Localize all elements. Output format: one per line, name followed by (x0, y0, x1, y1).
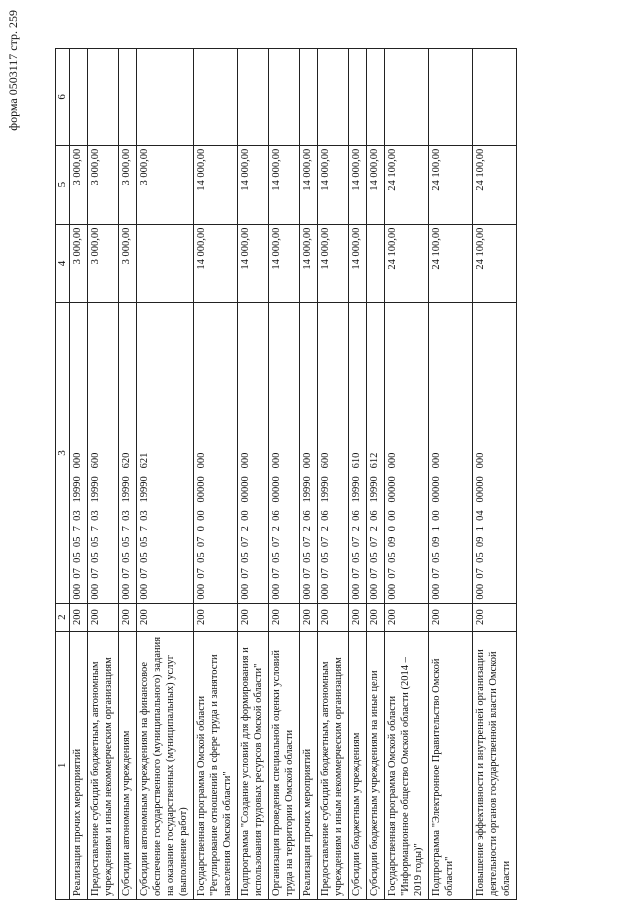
row-name-cell: Организация проведения специальной оценки условий труда на территории Омской области (269, 631, 300, 899)
row-executed-cell: 24 100,00 (429, 145, 473, 224)
row-name-cell: Предоставление субсидий бюджетным, автономным учреждениям и иным некоммерческим организациям (88, 631, 119, 899)
row-budget-code-cell: 000 07 05 09 0 00 00000 000 (385, 303, 429, 603)
table-row (70, 49, 88, 900)
row-name-cell: Субсидии бюджетным учреждениям (349, 631, 367, 899)
budget-table (55, 48, 517, 900)
table-row (238, 49, 269, 900)
row-approved-cell: 14 000,00 (269, 224, 300, 303)
row-budget-code-cell: 000 07 05 07 2 06 19990 600 (318, 303, 349, 603)
row-approved-cell: 14 000,00 (300, 224, 318, 303)
row-executed-cell: 3 000,00 (119, 145, 137, 224)
row-admin-code-cell: 200 (194, 603, 238, 631)
row-admin-code-cell: 200 (269, 603, 300, 631)
row-unexecuted-cell (367, 49, 385, 146)
header-col-5: 5 (56, 145, 70, 224)
row-unexecuted-cell (137, 49, 194, 146)
row-name-cell: Субсидии автономным учреждениям на финансовое обеспечение государственного (муниципального) задания на оказание государственных (муниципальных) услуг (выполнение работ) (137, 631, 194, 899)
row-admin-code-cell: 200 (300, 603, 318, 631)
row-executed-cell: 24 100,00 (473, 145, 517, 224)
row-executed-cell: 3 000,00 (137, 145, 194, 224)
row-executed-cell: 14 000,00 (367, 145, 385, 224)
row-admin-code-cell: 200 (119, 603, 137, 631)
row-unexecuted-cell (385, 49, 429, 146)
row-executed-cell: 14 000,00 (194, 145, 238, 224)
table-row (318, 49, 349, 900)
row-unexecuted-cell (300, 49, 318, 146)
row-admin-code-cell: 200 (385, 603, 429, 631)
table-row (269, 49, 300, 900)
row-budget-code-cell: 000 07 05 05 7 03 19990 000 (70, 303, 88, 603)
row-unexecuted-cell (194, 49, 238, 146)
row-budget-code-cell: 000 07 05 07 0 00 00000 000 (194, 303, 238, 603)
table-body (70, 49, 517, 900)
row-approved-cell: 3 000,00 (70, 224, 88, 303)
row-unexecuted-cell (70, 49, 88, 146)
row-approved-cell: 24 100,00 (473, 224, 517, 303)
row-admin-code-cell: 200 (429, 603, 473, 631)
row-executed-cell: 24 100,00 (385, 145, 429, 224)
row-name-cell: Государственная программа Омской области "Информационное общество Омской области (2014 – 2019 годы)" (385, 631, 429, 899)
row-budget-code-cell: 000 07 05 09 1 04 00000 000 (473, 303, 517, 603)
header-col-2: 2 (56, 603, 70, 631)
row-approved-cell (137, 224, 194, 303)
table-row (349, 49, 367, 900)
table-row (473, 49, 517, 900)
table-row (429, 49, 473, 900)
header-col-3: 3 (56, 303, 70, 603)
row-executed-cell: 14 000,00 (238, 145, 269, 224)
row-admin-code-cell: 200 (473, 603, 517, 631)
table-row (385, 49, 429, 900)
row-unexecuted-cell (429, 49, 473, 146)
row-unexecuted-cell (119, 49, 137, 146)
row-unexecuted-cell (473, 49, 517, 146)
row-executed-cell: 14 000,00 (318, 145, 349, 224)
row-approved-cell: 3 000,00 (88, 224, 119, 303)
form-label: форма 0503117 стр. 259 (6, 10, 20, 131)
row-budget-code-cell: 000 07 05 07 2 06 00000 000 (269, 303, 300, 603)
header-row (56, 49, 70, 900)
row-budget-code-cell: 000 07 05 07 2 00 00000 000 (238, 303, 269, 603)
row-budget-code-cell: 000 07 05 07 2 06 19990 612 (367, 303, 385, 603)
row-name-cell: Предоставление субсидий бюджетным, автономным учреждениям и иным некоммерческим организациям (318, 631, 349, 899)
table-row (137, 49, 194, 900)
row-approved-cell: 14 000,00 (238, 224, 269, 303)
row-name-cell: Государственная программа Омской области "Регулирование отношений в сфере труда и занятости населения Омской области" (194, 631, 238, 899)
table-row (119, 49, 137, 900)
header-col-4: 4 (56, 224, 70, 303)
table-row (300, 49, 318, 900)
table-row (194, 49, 238, 900)
row-approved-cell: 14 000,00 (318, 224, 349, 303)
row-approved-cell: 24 100,00 (429, 224, 473, 303)
row-executed-cell: 3 000,00 (70, 145, 88, 224)
row-budget-code-cell: 000 07 05 07 2 06 19990 000 (300, 303, 318, 603)
row-approved-cell: 14 000,00 (194, 224, 238, 303)
row-admin-code-cell: 200 (70, 603, 88, 631)
row-budget-code-cell: 000 07 05 05 7 03 19990 600 (88, 303, 119, 603)
header-col-6: 6 (56, 49, 70, 146)
row-name-cell: Повышение эффективности и внутренней организации деятельности органов государственной власти Омской области (473, 631, 517, 899)
row-approved-cell (367, 224, 385, 303)
table-row (367, 49, 385, 900)
row-unexecuted-cell (349, 49, 367, 146)
row-executed-cell: 14 000,00 (269, 145, 300, 224)
row-approved-cell: 3 000,00 (119, 224, 137, 303)
row-executed-cell: 3 000,00 (88, 145, 119, 224)
row-budget-code-cell: 000 07 05 05 7 03 19990 620 (119, 303, 137, 603)
row-name-cell: Реализация прочих мероприятий (70, 631, 88, 899)
row-admin-code-cell: 200 (349, 603, 367, 631)
row-name-cell: Реализация прочих мероприятий (300, 631, 318, 899)
row-executed-cell: 14 000,00 (300, 145, 318, 224)
row-admin-code-cell: 200 (238, 603, 269, 631)
row-budget-code-cell: 000 07 05 07 2 06 19990 610 (349, 303, 367, 603)
header-col-1: 1 (56, 631, 70, 899)
row-executed-cell: 14 000,00 (349, 145, 367, 224)
row-approved-cell: 24 100,00 (385, 224, 429, 303)
row-admin-code-cell: 200 (318, 603, 349, 631)
row-unexecuted-cell (88, 49, 119, 146)
row-budget-code-cell: 000 07 05 09 1 00 00000 000 (429, 303, 473, 603)
row-admin-code-cell: 200 (88, 603, 119, 631)
row-unexecuted-cell (318, 49, 349, 146)
row-name-cell: Субсидии бюджетным учреждениям на иные цели (367, 631, 385, 899)
row-name-cell: Подпрограмма "Создание условий для формирования и использования трудовых ресурсов Омской области" (238, 631, 269, 899)
row-name-cell: Подпрограмма "Электронное Правительство Омской области" (429, 631, 473, 899)
row-name-cell: Субсидии автономным учреждениям (119, 631, 137, 899)
row-approved-cell: 14 000,00 (349, 224, 367, 303)
row-admin-code-cell: 200 (367, 603, 385, 631)
row-admin-code-cell: 200 (137, 603, 194, 631)
row-unexecuted-cell (238, 49, 269, 146)
row-unexecuted-cell (269, 49, 300, 146)
table-row (88, 49, 119, 900)
row-budget-code-cell: 000 07 05 05 7 03 19990 621 (137, 303, 194, 603)
